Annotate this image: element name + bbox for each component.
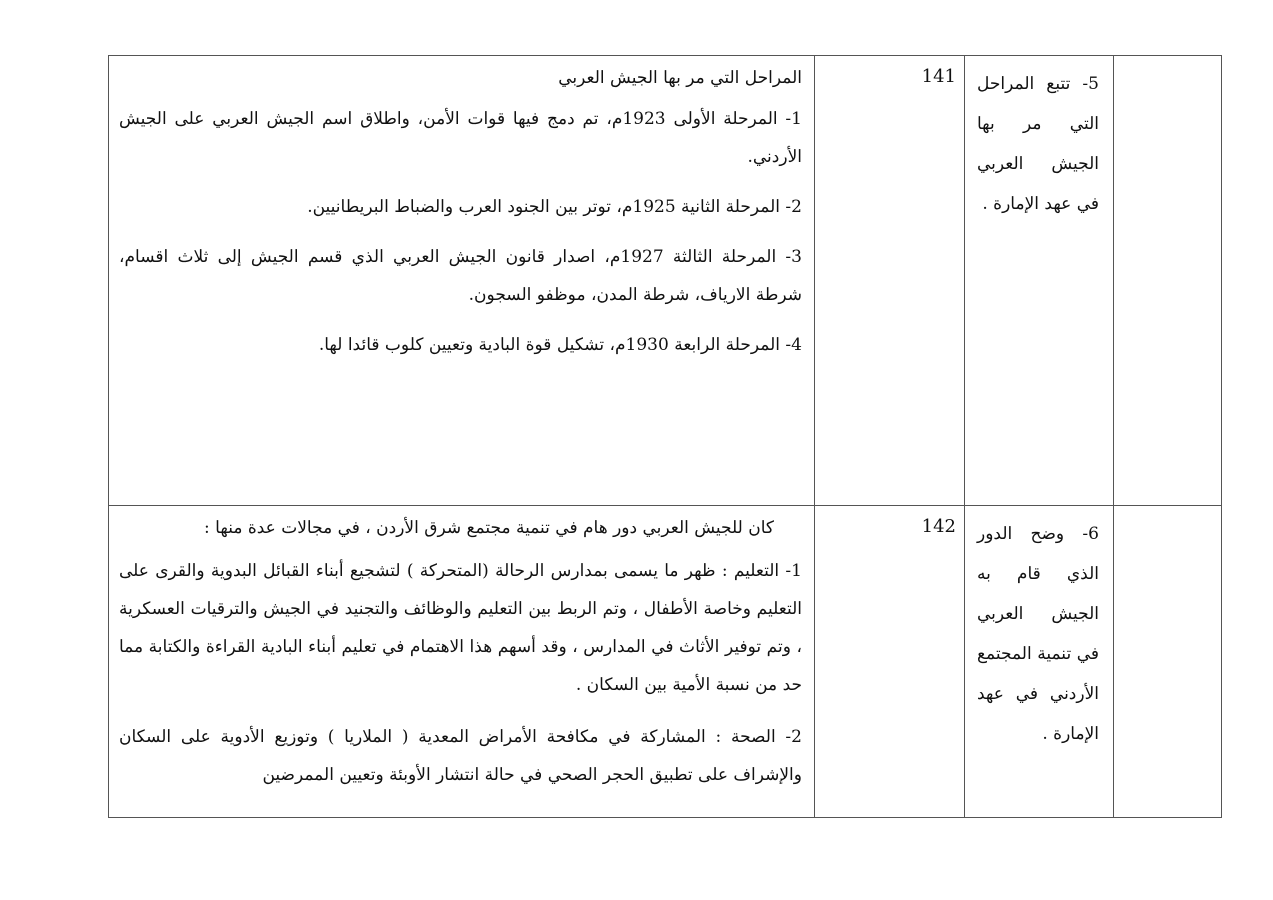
question-cell	[965, 506, 1114, 818]
page-number: 142	[921, 516, 956, 537]
table-row	[109, 56, 1222, 506]
answer-title: المراحل التي مر بها الجيش العربي	[558, 68, 802, 88]
answer-item: 1- التعليم : ظهر ما يسمى بمدارس الرحالة (المتحركة ) لتشجيع أبناء القبائل البدوية والقرى على التعليم وخاصة الأطفال ، وتم الربط بين التعليم والوظائف والتجنيد في الجيش والترقيات العسكرية ، وتم توفير الأثاث في المدارس ، وقد أسهم هذا الاهتمام في تعليم أبناء البادية القراءة والكتابة مما حد من نسبة الأمية بين السكان .	[119, 561, 802, 695]
answer-cell	[109, 506, 815, 818]
answer-item: 2- المرحلة الثانية 1925م، توتر بين الجنود العرب والضباط البريطانيين.	[307, 197, 802, 217]
answer-item: 2- الصحة : المشاركة في مكافحة الأمراض المعدية ( الملاريا ) وتوزيع الأدوية على السكان والإشراف على تطبيق الحجر الصحي في حالة انتشار الأوبئة وتعيين الممرضين	[119, 727, 802, 785]
blank-cell	[1114, 506, 1222, 818]
page-number-cell	[815, 56, 965, 506]
answer-item: 1- المرحلة الأولى 1923م، تم دمج فيها قوات الأمن، واطلاق اسم الجيش العربي على الجيش الأردني.	[119, 109, 802, 167]
answer-title: كان للجيش العربي دور هام في تنمية مجتمع شرق الأردن ، في مجالات عدة منها :	[204, 518, 774, 538]
answer-item: 4- المرحلة الرابعة 1930م، تشكيل قوة البادية وتعيين كلوب قائدا لها.	[318, 335, 802, 355]
question-cell	[965, 56, 1114, 506]
table-row	[109, 506, 1222, 818]
question-text: 6- وضح الدور الذي قام به الجيش العربي في تنمية المجتمع الأردني في عهد الإمارة .	[977, 524, 1099, 744]
answer-item: 3- المرحلة الثالثة 1927م، اصدار قانون الجيش العربي الذي قسم الجيش إلى ثلاث اقسام، شرطة الارياف، شرطة المدن، موظفو السجون.	[119, 247, 802, 305]
question-text: 5- تتبع المراحل التي مر بها الجيش العربي في عهد الإمارة .	[977, 74, 1099, 214]
answer-cell	[109, 56, 815, 506]
page-number-cell	[815, 506, 965, 818]
page-number: 141	[921, 66, 956, 87]
blank-cell	[1114, 56, 1222, 506]
answer-table	[108, 55, 1222, 818]
